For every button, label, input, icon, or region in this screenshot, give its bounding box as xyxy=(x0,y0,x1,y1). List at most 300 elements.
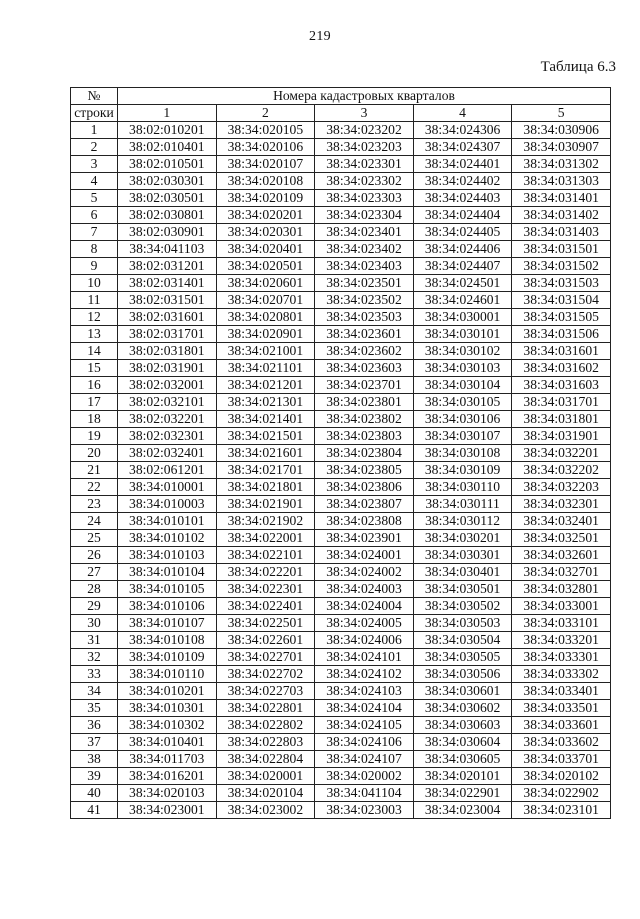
row-number-cell: 12 xyxy=(71,309,118,326)
column-header-3: 3 xyxy=(315,105,414,122)
row-number-cell: 5 xyxy=(71,190,118,207)
cadastral-number-cell: 38:34:020801 xyxy=(216,309,315,326)
cadastral-number-cell: 38:34:024501 xyxy=(413,275,512,292)
cadastral-number-cell: 38:34:032202 xyxy=(512,462,611,479)
table-row xyxy=(71,734,611,751)
column-header-5: 5 xyxy=(512,105,611,122)
table-row xyxy=(71,190,611,207)
cadastral-number-cell: 38:34:024402 xyxy=(413,173,512,190)
cadastral-number-cell: 38:34:010107 xyxy=(118,615,217,632)
cadastral-number-cell: 38:34:024001 xyxy=(315,547,414,564)
cadastral-number-cell: 38:34:030106 xyxy=(413,411,512,428)
cadastral-number-cell: 38:34:020109 xyxy=(216,190,315,207)
cadastral-number-cell: 38:34:023801 xyxy=(315,394,414,411)
row-number-cell: 39 xyxy=(71,768,118,785)
row-number-cell: 1 xyxy=(71,122,118,139)
cadastral-number-cell: 38:34:010104 xyxy=(118,564,217,581)
cadastral-number-cell: 38:34:010201 xyxy=(118,683,217,700)
table-row xyxy=(71,649,611,666)
cadastral-number-cell: 38:34:032201 xyxy=(512,445,611,462)
column-header-4: 4 xyxy=(413,105,512,122)
cadastral-number-cell: 38:34:023502 xyxy=(315,292,414,309)
cadastral-number-cell: 38:34:023203 xyxy=(315,139,414,156)
cadastral-number-cell: 38:34:020201 xyxy=(216,207,315,224)
row-number-cell: 16 xyxy=(71,377,118,394)
cadastral-number-cell: 38:34:031502 xyxy=(512,258,611,275)
row-number-cell: 36 xyxy=(71,717,118,734)
row-number-cell: 14 xyxy=(71,343,118,360)
row-number-cell: 37 xyxy=(71,734,118,751)
table-row xyxy=(71,683,611,700)
cadastral-number-cell: 38:34:031506 xyxy=(512,326,611,343)
cadastral-number-cell: 38:34:022201 xyxy=(216,564,315,581)
row-number-cell: 10 xyxy=(71,275,118,292)
cadastral-number-cell: 38:34:033602 xyxy=(512,734,611,751)
cadastral-number-cell: 38:34:031505 xyxy=(512,309,611,326)
cadastral-number-cell: 38:34:023101 xyxy=(512,802,611,819)
table-caption: Таблица 6.3 xyxy=(540,59,616,75)
cadastral-number-cell: 38:34:020104 xyxy=(216,785,315,802)
row-number-cell: 38 xyxy=(71,751,118,768)
cadastral-number-cell: 38:34:030107 xyxy=(413,428,512,445)
cadastral-number-cell: 38:34:022901 xyxy=(413,785,512,802)
cadastral-number-cell: 38:34:023808 xyxy=(315,513,414,530)
cadastral-number-cell: 38:34:023602 xyxy=(315,343,414,360)
cadastral-number-cell: 38:34:020107 xyxy=(216,156,315,173)
table-row xyxy=(71,530,611,547)
cadastral-number-cell: 38:34:030301 xyxy=(413,547,512,564)
table-row xyxy=(71,785,611,802)
cadastral-number-cell: 38:02:030301 xyxy=(118,173,217,190)
row-number-cell: 28 xyxy=(71,581,118,598)
cadastral-number-cell: 38:34:023701 xyxy=(315,377,414,394)
cadastral-number-cell: 38:34:032501 xyxy=(512,530,611,547)
cadastral-number-cell: 38:34:020108 xyxy=(216,173,315,190)
cadastral-number-cell: 38:02:031501 xyxy=(118,292,217,309)
cadastral-number-cell: 38:02:031801 xyxy=(118,343,217,360)
cadastral-number-cell: 38:34:031601 xyxy=(512,343,611,360)
table-row xyxy=(71,428,611,445)
row-number-cell: 18 xyxy=(71,411,118,428)
cadastral-number-cell: 38:02:031701 xyxy=(118,326,217,343)
cadastral-number-cell: 38:34:033001 xyxy=(512,598,611,615)
table-row xyxy=(71,462,611,479)
table-row xyxy=(71,275,611,292)
cadastral-number-cell: 38:34:030108 xyxy=(413,445,512,462)
row-number-cell: 33 xyxy=(71,666,118,683)
cadastral-number-cell: 38:34:024101 xyxy=(315,649,414,666)
row-number-cell: 27 xyxy=(71,564,118,581)
cadastral-number-cell: 38:34:022702 xyxy=(216,666,315,683)
row-number-cell: 13 xyxy=(71,326,118,343)
cadastral-number-cell: 38:02:032001 xyxy=(118,377,217,394)
table-row xyxy=(71,411,611,428)
cadastral-number-cell: 38:02:010401 xyxy=(118,139,217,156)
cadastral-number-cell: 38:34:020105 xyxy=(216,122,315,139)
cadastral-number-cell: 38:34:024401 xyxy=(413,156,512,173)
cadastral-number-cell: 38:34:020301 xyxy=(216,224,315,241)
cadastral-number-cell: 38:34:011703 xyxy=(118,751,217,768)
cadastral-number-cell: 38:34:031303 xyxy=(512,173,611,190)
cadastral-number-cell: 38:34:020501 xyxy=(216,258,315,275)
row-number-cell: 29 xyxy=(71,598,118,615)
cadastral-number-cell: 38:34:023302 xyxy=(315,173,414,190)
cadastral-number-cell: 38:34:030505 xyxy=(413,649,512,666)
cadastral-number-cell: 38:34:024407 xyxy=(413,258,512,275)
cadastral-number-cell: 38:34:021301 xyxy=(216,394,315,411)
cadastral-number-cell: 38:34:024105 xyxy=(315,717,414,734)
group-header: Номера кадастровых кварталов xyxy=(118,88,611,105)
cadastral-number-cell: 38:34:024405 xyxy=(413,224,512,241)
cadastral-number-cell: 38:34:024004 xyxy=(315,598,414,615)
cadastral-number-cell: 38:34:010302 xyxy=(118,717,217,734)
cadastral-number-cell: 38:34:020901 xyxy=(216,326,315,343)
cadastral-number-cell: 38:34:031403 xyxy=(512,224,611,241)
cadastral-number-cell: 38:02:032401 xyxy=(118,445,217,462)
table-row xyxy=(71,581,611,598)
cadastral-number-cell: 38:34:020103 xyxy=(118,785,217,802)
cadastral-number-cell: 38:34:033501 xyxy=(512,700,611,717)
table-row xyxy=(71,598,611,615)
table-row xyxy=(71,122,611,139)
cadastral-number-cell: 38:34:021601 xyxy=(216,445,315,462)
row-number-cell: 23 xyxy=(71,496,118,513)
cadastral-number-cell: 38:34:031501 xyxy=(512,241,611,258)
cadastral-number-cell: 38:34:023603 xyxy=(315,360,414,377)
table-row xyxy=(71,666,611,683)
cadastral-number-cell: 38:02:010201 xyxy=(118,122,217,139)
table-row xyxy=(71,224,611,241)
cadastral-number-cell: 38:34:030104 xyxy=(413,377,512,394)
row-number-cell: 34 xyxy=(71,683,118,700)
cadastral-number-cell: 38:34:024406 xyxy=(413,241,512,258)
table-body xyxy=(71,122,611,819)
cadastral-number-cell: 38:34:023807 xyxy=(315,496,414,513)
table-row xyxy=(71,615,611,632)
cadastral-number-cell: 38:34:021902 xyxy=(216,513,315,530)
row-number-cell: 7 xyxy=(71,224,118,241)
cadastral-number-cell: 38:34:023802 xyxy=(315,411,414,428)
cadastral-number-cell: 38:02:032301 xyxy=(118,428,217,445)
cadastral-number-cell: 38:34:030602 xyxy=(413,700,512,717)
cadastral-number-cell: 38:02:031201 xyxy=(118,258,217,275)
cadastral-number-cell: 38:34:031402 xyxy=(512,207,611,224)
row-number-cell: 30 xyxy=(71,615,118,632)
cadastral-number-cell: 38:34:023001 xyxy=(118,802,217,819)
table-row xyxy=(71,547,611,564)
cadastral-number-cell: 38:34:032301 xyxy=(512,496,611,513)
header-row-top xyxy=(71,88,611,105)
cadastral-number-cell: 38:34:022301 xyxy=(216,581,315,598)
cadastral-number-cell: 38:34:021501 xyxy=(216,428,315,445)
cadastral-number-cell: 38:02:031401 xyxy=(118,275,217,292)
cadastral-number-cell: 38:34:023403 xyxy=(315,258,414,275)
page-number: 219 xyxy=(309,29,331,44)
cadastral-number-cell: 38:34:010108 xyxy=(118,632,217,649)
cadastral-number-cell: 38:34:033301 xyxy=(512,649,611,666)
cadastral-number-cell: 38:34:030604 xyxy=(413,734,512,751)
cadastral-number-cell: 38:34:030504 xyxy=(413,632,512,649)
cadastral-number-cell: 38:34:020001 xyxy=(216,768,315,785)
cadastral-number-cell: 38:34:022902 xyxy=(512,785,611,802)
cadastral-number-cell: 38:34:030109 xyxy=(413,462,512,479)
cadastral-number-cell: 38:34:010103 xyxy=(118,547,217,564)
cadastral-number-cell: 38:34:010110 xyxy=(118,666,217,683)
cadastral-number-cell: 38:34:023401 xyxy=(315,224,414,241)
column-header-1: 1 xyxy=(118,105,217,122)
cadastral-number-cell: 38:02:032101 xyxy=(118,394,217,411)
cadastral-number-cell: 38:34:030603 xyxy=(413,717,512,734)
row-number-cell: 35 xyxy=(71,700,118,717)
table-row xyxy=(71,802,611,819)
cadastral-number-cell: 38:34:031801 xyxy=(512,411,611,428)
cadastral-number-cell: 38:34:020002 xyxy=(315,768,414,785)
row-number-cell: 26 xyxy=(71,547,118,564)
cadastral-number-cell: 38:34:020106 xyxy=(216,139,315,156)
table-row xyxy=(71,139,611,156)
cadastral-number-cell: 38:34:033701 xyxy=(512,751,611,768)
cadastral-number-cell: 38:34:023501 xyxy=(315,275,414,292)
table-row xyxy=(71,173,611,190)
cadastral-number-cell: 38:34:030506 xyxy=(413,666,512,683)
cadastral-number-cell: 38:34:022804 xyxy=(216,751,315,768)
column-header-2: 2 xyxy=(216,105,315,122)
cadastral-number-cell: 38:34:023202 xyxy=(315,122,414,139)
cadastral-number-cell: 38:34:030503 xyxy=(413,615,512,632)
cadastral-number-cell: 38:34:032203 xyxy=(512,479,611,496)
cadastral-quarters-table xyxy=(70,87,611,819)
cadastral-number-cell: 38:34:024104 xyxy=(315,700,414,717)
cadastral-number-cell: 38:34:041104 xyxy=(315,785,414,802)
cadastral-number-cell: 38:34:024107 xyxy=(315,751,414,768)
row-number-cell: 22 xyxy=(71,479,118,496)
cadastral-number-cell: 38:34:023803 xyxy=(315,428,414,445)
row-number-cell: 8 xyxy=(71,241,118,258)
cadastral-number-cell: 38:34:031302 xyxy=(512,156,611,173)
table-row xyxy=(71,564,611,581)
cadastral-number-cell: 38:34:030906 xyxy=(512,122,611,139)
table-row xyxy=(71,258,611,275)
cadastral-number-cell: 38:34:030112 xyxy=(413,513,512,530)
cadastral-number-cell: 38:34:032401 xyxy=(512,513,611,530)
cadastral-number-cell: 38:34:022501 xyxy=(216,615,315,632)
cadastral-number-cell: 38:34:023304 xyxy=(315,207,414,224)
cadastral-number-cell: 38:34:023804 xyxy=(315,445,414,462)
cadastral-number-cell: 38:34:033401 xyxy=(512,683,611,700)
cadastral-number-cell: 38:34:024103 xyxy=(315,683,414,700)
table-row xyxy=(71,700,611,717)
cadastral-number-cell: 38:02:031901 xyxy=(118,360,217,377)
row-number-cell: 21 xyxy=(71,462,118,479)
table-row xyxy=(71,768,611,785)
cadastral-number-cell: 38:02:010501 xyxy=(118,156,217,173)
cadastral-number-cell: 38:34:030201 xyxy=(413,530,512,547)
cadastral-number-cell: 38:34:030502 xyxy=(413,598,512,615)
cadastral-number-cell: 38:34:010106 xyxy=(118,598,217,615)
cadastral-number-cell: 38:34:031701 xyxy=(512,394,611,411)
cadastral-number-cell: 38:34:031503 xyxy=(512,275,611,292)
cadastral-number-cell: 38:34:010102 xyxy=(118,530,217,547)
cadastral-number-cell: 38:34:023402 xyxy=(315,241,414,258)
cadastral-number-cell: 38:34:020101 xyxy=(413,768,512,785)
cadastral-number-cell: 38:34:022802 xyxy=(216,717,315,734)
row-number-cell: 3 xyxy=(71,156,118,173)
cadastral-number-cell: 38:34:022801 xyxy=(216,700,315,717)
cadastral-number-cell: 38:34:031901 xyxy=(512,428,611,445)
cadastral-number-cell: 38:34:033201 xyxy=(512,632,611,649)
cadastral-number-cell: 38:34:022703 xyxy=(216,683,315,700)
cadastral-number-cell: 38:34:021201 xyxy=(216,377,315,394)
cadastral-number-cell: 38:34:032601 xyxy=(512,547,611,564)
cadastral-number-cell: 38:34:030001 xyxy=(413,309,512,326)
table-row xyxy=(71,360,611,377)
cadastral-number-cell: 38:34:023805 xyxy=(315,462,414,479)
cadastral-number-cell: 38:34:022803 xyxy=(216,734,315,751)
row-number-cell: 19 xyxy=(71,428,118,445)
cadastral-number-cell: 38:34:024002 xyxy=(315,564,414,581)
cadastral-number-cell: 38:34:023002 xyxy=(216,802,315,819)
cadastral-number-cell: 38:34:031602 xyxy=(512,360,611,377)
cadastral-number-cell: 38:34:024006 xyxy=(315,632,414,649)
header-row-bottom xyxy=(71,105,611,122)
cadastral-number-cell: 38:34:033101 xyxy=(512,615,611,632)
row-number-cell: 40 xyxy=(71,785,118,802)
row-number-cell: 25 xyxy=(71,530,118,547)
cadastral-number-cell: 38:34:023503 xyxy=(315,309,414,326)
row-number-cell: 31 xyxy=(71,632,118,649)
cadastral-number-cell: 38:34:024106 xyxy=(315,734,414,751)
cadastral-number-cell: 38:34:021401 xyxy=(216,411,315,428)
cadastral-number-cell: 38:34:023303 xyxy=(315,190,414,207)
cadastral-number-cell: 38:34:024003 xyxy=(315,581,414,598)
cadastral-number-cell: 38:34:024404 xyxy=(413,207,512,224)
row-number-cell: 41 xyxy=(71,802,118,819)
cadastral-number-cell: 38:34:022701 xyxy=(216,649,315,666)
cadastral-number-cell: 38:34:030401 xyxy=(413,564,512,581)
cadastral-number-cell: 38:34:030601 xyxy=(413,683,512,700)
cadastral-number-cell: 38:34:023601 xyxy=(315,326,414,343)
row-number-cell: 4 xyxy=(71,173,118,190)
cadastral-number-cell: 38:34:020102 xyxy=(512,768,611,785)
table-row xyxy=(71,394,611,411)
cadastral-number-cell: 38:34:030907 xyxy=(512,139,611,156)
cadastral-number-cell: 38:34:030105 xyxy=(413,394,512,411)
table-row xyxy=(71,445,611,462)
row-number-cell: 17 xyxy=(71,394,118,411)
cadastral-number-cell: 38:34:010301 xyxy=(118,700,217,717)
cadastral-number-cell: 38:34:024005 xyxy=(315,615,414,632)
cadastral-number-cell: 38:34:010105 xyxy=(118,581,217,598)
table-row xyxy=(71,292,611,309)
cadastral-number-cell: 38:34:021001 xyxy=(216,343,315,360)
cadastral-number-cell: 38:34:023806 xyxy=(315,479,414,496)
row-number-cell: 20 xyxy=(71,445,118,462)
cadastral-number-cell: 38:34:010401 xyxy=(118,734,217,751)
row-number-header-top: № xyxy=(71,88,118,105)
cadastral-number-cell: 38:34:030103 xyxy=(413,360,512,377)
cadastral-number-cell: 38:34:023301 xyxy=(315,156,414,173)
cadastral-number-cell: 38:34:021101 xyxy=(216,360,315,377)
cadastral-number-cell: 38:34:030605 xyxy=(413,751,512,768)
cadastral-number-cell: 38:02:061201 xyxy=(118,462,217,479)
table-row xyxy=(71,207,611,224)
cadastral-number-cell: 38:34:024307 xyxy=(413,139,512,156)
cadastral-number-cell: 38:34:020701 xyxy=(216,292,315,309)
cadastral-number-cell: 38:34:030111 xyxy=(413,496,512,513)
cadastral-number-cell: 38:34:032701 xyxy=(512,564,611,581)
cadastral-number-cell: 38:34:023901 xyxy=(315,530,414,547)
cadastral-number-cell: 38:34:031603 xyxy=(512,377,611,394)
cadastral-number-cell: 38:34:031504 xyxy=(512,292,611,309)
table-row xyxy=(71,751,611,768)
cadastral-number-cell: 38:34:030501 xyxy=(413,581,512,598)
cadastral-number-cell: 38:34:020601 xyxy=(216,275,315,292)
cadastral-number-cell: 38:34:033601 xyxy=(512,717,611,734)
cadastral-number-cell: 38:02:030501 xyxy=(118,190,217,207)
row-number-cell: 2 xyxy=(71,139,118,156)
cadastral-number-cell: 38:34:024102 xyxy=(315,666,414,683)
cadastral-number-cell: 38:34:030110 xyxy=(413,479,512,496)
cadastral-number-cell: 38:34:020401 xyxy=(216,241,315,258)
cadastral-number-cell: 38:34:010003 xyxy=(118,496,217,513)
table-row xyxy=(71,513,611,530)
table-row xyxy=(71,717,611,734)
row-number-cell: 15 xyxy=(71,360,118,377)
cadastral-number-cell: 38:34:022101 xyxy=(216,547,315,564)
cadastral-number-cell: 38:34:021801 xyxy=(216,479,315,496)
cadastral-number-cell: 38:02:031601 xyxy=(118,309,217,326)
table-row xyxy=(71,309,611,326)
cadastral-number-cell: 38:34:016201 xyxy=(118,768,217,785)
cadastral-number-cell: 38:34:031401 xyxy=(512,190,611,207)
cadastral-number-cell: 38:34:030101 xyxy=(413,326,512,343)
table-row xyxy=(71,326,611,343)
row-number-cell: 9 xyxy=(71,258,118,275)
row-number-cell: 6 xyxy=(71,207,118,224)
row-number-cell: 11 xyxy=(71,292,118,309)
row-number-cell: 24 xyxy=(71,513,118,530)
cadastral-number-cell: 38:34:010001 xyxy=(118,479,217,496)
cadastral-number-cell: 38:34:032801 xyxy=(512,581,611,598)
cadastral-number-cell: 38:34:030102 xyxy=(413,343,512,360)
table-row xyxy=(71,479,611,496)
row-number-header-bottom: строки xyxy=(71,105,118,122)
cadastral-number-cell: 38:34:021901 xyxy=(216,496,315,513)
table-row xyxy=(71,156,611,173)
table-row xyxy=(71,241,611,258)
table-row xyxy=(71,496,611,513)
cadastral-number-cell: 38:34:022001 xyxy=(216,530,315,547)
table-row xyxy=(71,632,611,649)
row-number-cell: 32 xyxy=(71,649,118,666)
cadastral-number-cell: 38:34:041103 xyxy=(118,241,217,258)
table-row xyxy=(71,377,611,394)
cadastral-number-cell: 38:02:030801 xyxy=(118,207,217,224)
table-row xyxy=(71,343,611,360)
cadastral-number-cell: 38:02:030901 xyxy=(118,224,217,241)
cadastral-number-cell: 38:02:032201 xyxy=(118,411,217,428)
cadastral-number-cell: 38:34:024601 xyxy=(413,292,512,309)
cadastral-number-cell: 38:34:010101 xyxy=(118,513,217,530)
cadastral-number-cell: 38:34:033302 xyxy=(512,666,611,683)
cadastral-number-cell: 38:34:022401 xyxy=(216,598,315,615)
cadastral-number-cell: 38:34:024403 xyxy=(413,190,512,207)
cadastral-number-cell: 38:34:021701 xyxy=(216,462,315,479)
cadastral-number-cell: 38:34:023003 xyxy=(315,802,414,819)
cadastral-number-cell: 38:34:023004 xyxy=(413,802,512,819)
cadastral-number-cell: 38:34:010109 xyxy=(118,649,217,666)
cadastral-number-cell: 38:34:022601 xyxy=(216,632,315,649)
